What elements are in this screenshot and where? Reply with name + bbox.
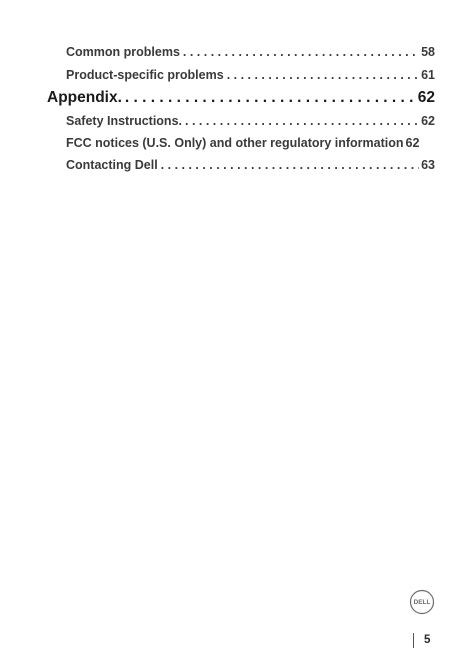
- toc-entry-product-specific-problems[interactable]: [66, 68, 435, 82]
- toc-entry-page: 62: [417, 89, 435, 106]
- dell-logo-text: DELL: [413, 599, 431, 607]
- toc-dot-leader: [180, 45, 419, 59]
- toc-entry-title: Appendix.: [47, 89, 122, 106]
- footer-divider: [413, 633, 414, 648]
- toc-dot-leader: [182, 114, 419, 128]
- toc-entry-page: 61: [421, 68, 435, 82]
- toc-entry-contacting-dell[interactable]: [66, 158, 435, 172]
- toc-entry-page: 62: [421, 114, 435, 128]
- toc-entry-title: FCC notices (U.S. Only) and other regulatory information: [66, 136, 404, 150]
- toc-entry-appendix[interactable]: [47, 89, 435, 107]
- toc-entry-common-problems[interactable]: [66, 45, 435, 59]
- toc-dot-leader: [224, 68, 419, 82]
- page-number: 5: [424, 634, 431, 646]
- toc-entry-fcc-notices[interactable]: [66, 136, 435, 150]
- toc-entry-title: Safety Instructions.: [66, 114, 182, 128]
- dell-logo-icon: [409, 589, 435, 615]
- toc-entry-page: 58: [421, 45, 435, 59]
- toc-dot-leader: [122, 89, 416, 107]
- toc-entry-safety-instructions[interactable]: [66, 114, 435, 128]
- toc-entry-page: 62: [405, 136, 420, 150]
- toc-entry-title: Contacting Dell: [66, 158, 158, 172]
- toc-entry-title: Common problems: [66, 45, 180, 59]
- toc-entry-page: 63: [421, 158, 435, 172]
- toc-entry-title: Product-specific problems: [66, 68, 224, 82]
- toc-dot-leader: [158, 158, 419, 172]
